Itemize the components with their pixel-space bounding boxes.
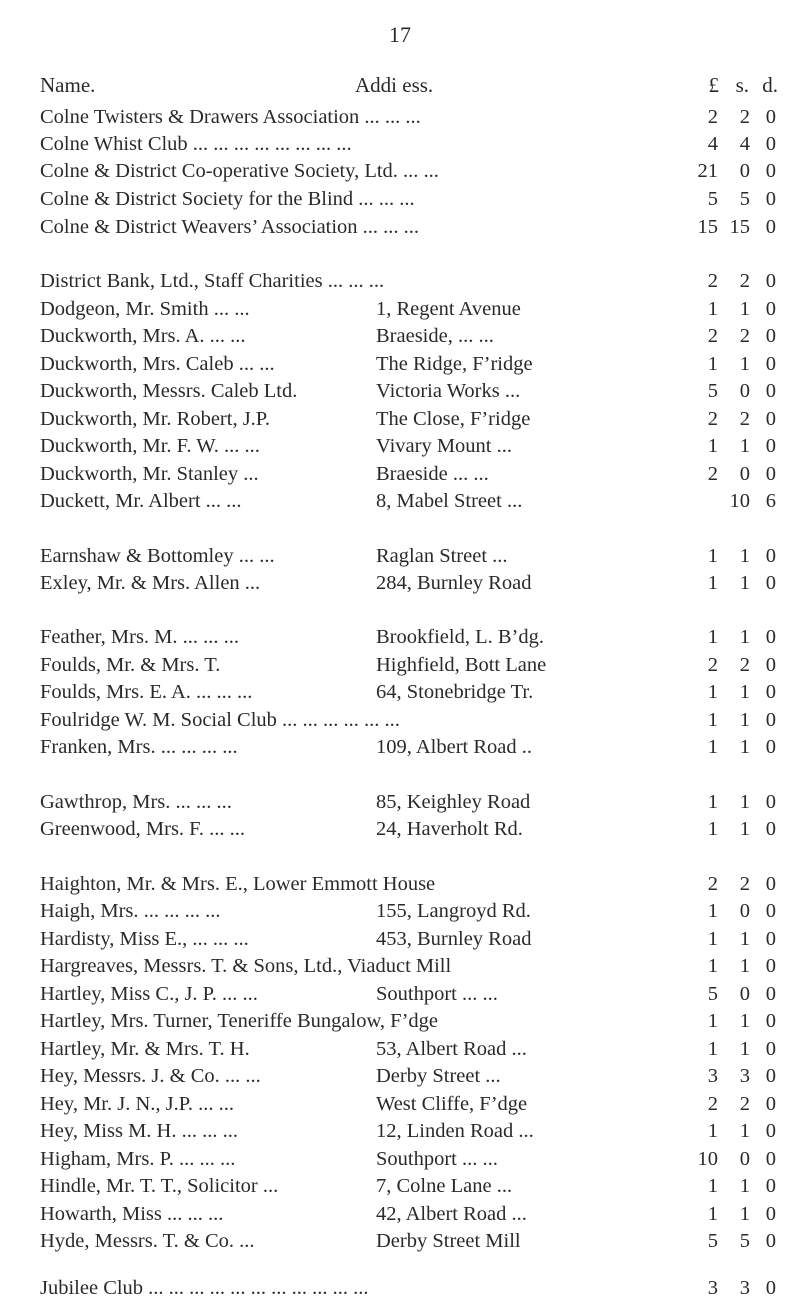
amount-pounds: 1 [707, 818, 718, 840]
amount-pence: 0 [765, 1038, 776, 1060]
amount-shillings: 0 [739, 1148, 750, 1170]
list-item [0, 432, 800, 460]
amount-pence: 0 [765, 1203, 776, 1225]
amount-pounds: 2 [707, 873, 718, 895]
amount-shillings: 1 [739, 626, 750, 648]
amount-shillings: 1 [739, 818, 750, 840]
subscriber-address: Vivary Mount ... [376, 435, 512, 457]
amount-shillings: 2 [739, 654, 750, 676]
amount-pounds: 1 [707, 545, 718, 567]
amount-pounds: 1 [707, 572, 718, 594]
amount-pounds: 2 [707, 408, 718, 430]
amount-shillings: 1 [739, 435, 750, 457]
amount-pence: 0 [765, 298, 776, 320]
amount-shillings: 3 [739, 1277, 750, 1299]
list-item [0, 405, 800, 433]
list-item [0, 377, 800, 405]
list-item [0, 542, 800, 570]
amount-pence: 0 [765, 133, 776, 155]
amount-shillings: 1 [739, 681, 750, 703]
amount-pounds: 5 [707, 983, 718, 1005]
list-item [0, 651, 800, 679]
amount-pence: 0 [765, 1065, 776, 1087]
list-item [0, 1090, 800, 1118]
subscriber-address: 453, Burnley Road [376, 928, 532, 950]
list-item [0, 733, 800, 761]
amount-pence: 0 [765, 1120, 776, 1142]
amount-pounds: 1 [707, 298, 718, 320]
subscriber-address: 64, Stonebridge Tr. [376, 681, 534, 703]
list-item [0, 1172, 800, 1200]
amount-shillings: 1 [739, 298, 750, 320]
amount-pounds: 5 [707, 380, 718, 402]
subscriber-name: Colne & District Society for the Blind ... ... ... [40, 188, 415, 210]
subscriber-address: Highfield, Bott Lane [376, 654, 547, 676]
amount-pounds: 1 [707, 353, 718, 375]
subscriber-address: Southport ... ... [376, 1148, 498, 1170]
subscriber-address: Southport ... ... [376, 983, 498, 1005]
subscriber-address: 53, Albert Road ... [376, 1038, 527, 1060]
amount-shillings: 1 [739, 791, 750, 813]
amount-shillings: 0 [739, 380, 750, 402]
subscriber-address: Brookfield, L. B’dg. [376, 626, 544, 648]
amount-pence: 6 [765, 490, 776, 512]
amount-pence: 0 [765, 626, 776, 648]
amount-pence: 0 [765, 463, 776, 485]
list-item [0, 952, 800, 980]
subscriber-name: Colne Twisters & Drawers Association ... ... ... [40, 106, 421, 128]
subscriber-name: Hindle, Mr. T. T., Solicitor ... [40, 1175, 279, 1197]
header-shillings: s. [735, 73, 749, 97]
subscriber-address: Victoria Works ... [376, 380, 521, 402]
subscriber-name: Hey, Miss M. H. ... ... ... [40, 1120, 238, 1142]
amount-shillings: 2 [739, 1093, 750, 1115]
amount-shillings: 2 [739, 873, 750, 895]
amount-shillings: 0 [739, 463, 750, 485]
subscriber-address: Braeside ... ... [376, 463, 489, 485]
subscriber-name: Earnshaw & Bottomley ... ... [40, 545, 275, 567]
subscriber-address: 284, Burnley Road [376, 572, 532, 594]
subscriber-name: Jubilee Club ... ... ... ... ... ... ... ... ... ... ... [40, 1277, 369, 1299]
subscriber-name: Hartley, Miss C., J. P. ... ... [40, 983, 258, 1005]
subscriber-name: Foulridge W. M. Social Club ... ... ... ... ... ... [40, 709, 400, 731]
amount-shillings: 1 [739, 736, 750, 758]
subscriber-address: Raglan Street ... [376, 545, 508, 567]
subscriber-address: 12, Linden Road ... [376, 1120, 534, 1142]
list-item [0, 706, 800, 734]
header-pence: d. [762, 73, 778, 97]
list-item [0, 185, 800, 213]
subscriber-name: Feather, Mrs. M. ... ... ... [40, 626, 240, 648]
amount-pounds: 3 [707, 1277, 718, 1299]
amount-shillings: 1 [739, 545, 750, 567]
subscriber-name: Colne & District Co-operative Society, Ltd. ... ... [40, 160, 439, 182]
amount-shillings: 10 [729, 490, 750, 512]
amount-pence: 0 [765, 1230, 776, 1252]
amount-pence: 0 [765, 545, 776, 567]
subscriber-name: Foulds, Mrs. E. A. ... ... ... [40, 681, 253, 703]
amount-pence: 0 [765, 1093, 776, 1115]
list-item [0, 487, 800, 515]
subscriber-name: Foulds, Mr. & Mrs. T. [40, 654, 221, 676]
amount-pounds: 1 [707, 435, 718, 457]
subscriber-name: Colne Whist Club ... ... ... ... ... ... ... ... [40, 133, 352, 155]
subscriber-name: Duckworth, Mr. Stanley ... [40, 463, 259, 485]
amount-pounds: 2 [707, 654, 718, 676]
amount-pence: 0 [765, 160, 776, 182]
amount-shillings: 1 [739, 1038, 750, 1060]
subscriber-name: District Bank, Ltd., Staff Charities ... ... ... [40, 270, 385, 292]
subscriber-name: Haighton, Mr. & Mrs. E., Lower Emmott House [40, 873, 436, 895]
header-address: Addi ess. [355, 73, 434, 97]
column-header [0, 73, 800, 101]
amount-pounds: 15 [697, 216, 718, 238]
subscriber-name: Hartley, Mr. & Mrs. T. H. [40, 1038, 250, 1060]
amount-pence: 0 [765, 408, 776, 430]
list-item [0, 1007, 800, 1035]
amount-pence: 0 [765, 709, 776, 731]
amount-shillings: 5 [739, 1230, 750, 1252]
amount-shillings: 3 [739, 1065, 750, 1087]
amount-pounds: 1 [707, 1120, 718, 1142]
subscriber-address: 109, Albert Road .. [376, 736, 533, 758]
subscriber-address: 85, Keighley Road [376, 791, 531, 813]
amount-shillings: 2 [739, 325, 750, 347]
amount-pence: 0 [765, 681, 776, 703]
amount-pence: 0 [765, 900, 776, 922]
subscriber-name: Dodgeon, Mr. Smith ... ... [40, 298, 250, 320]
amount-shillings: 1 [739, 353, 750, 375]
amount-pounds: 1 [707, 928, 718, 950]
amount-pence: 0 [765, 325, 776, 347]
subscriber-name: Higham, Mrs. P. ... ... ... [40, 1148, 236, 1170]
amount-pence: 0 [765, 736, 776, 758]
amount-shillings: 1 [739, 955, 750, 977]
amount-shillings: 0 [739, 900, 750, 922]
amount-pounds: 1 [707, 1038, 718, 1060]
list-item [0, 980, 800, 1008]
amount-pounds: 1 [707, 900, 718, 922]
list-item [0, 350, 800, 378]
amount-pounds: 1 [707, 681, 718, 703]
list-item [0, 1062, 800, 1090]
amount-shillings: 5 [739, 188, 750, 210]
amount-pounds: 5 [707, 1230, 718, 1252]
subscriber-name: Hargreaves, Messrs. T. & Sons, Ltd., Viaduct Mill [40, 955, 452, 977]
amount-shillings: 2 [739, 106, 750, 128]
amount-pence: 0 [765, 1148, 776, 1170]
header-name: Name. [40, 73, 96, 97]
subscriber-address: The Ridge, F’ridge [376, 353, 533, 375]
header-pounds: £ [708, 73, 719, 97]
list-item [0, 678, 800, 706]
list-item [0, 460, 800, 488]
subscriber-address: 155, Langroyd Rd. [376, 900, 531, 922]
amount-shillings: 1 [739, 1203, 750, 1225]
amount-shillings: 2 [739, 270, 750, 292]
subscriber-address: 8, Mabel Street ... [376, 490, 523, 512]
list-item [0, 1227, 800, 1255]
list-item [0, 157, 800, 185]
subscriber-name: Hardisty, Miss E., ... ... ... [40, 928, 249, 950]
amount-pounds: 1 [707, 626, 718, 648]
subscriber-name: Duckworth, Messrs. Caleb Ltd. [40, 380, 298, 402]
subscriber-name: Haigh, Mrs. ... ... ... ... [40, 900, 221, 922]
subscriber-address: The Close, F’ridge [376, 408, 531, 430]
subscriber-address: Derby Street Mill [376, 1230, 521, 1252]
subscriber-name: Duckworth, Mr. F. W. ... ... [40, 435, 260, 457]
amount-pence: 0 [765, 1277, 776, 1299]
subscriber-name: Duckett, Mr. Albert ... ... [40, 490, 242, 512]
list-item [0, 267, 800, 295]
amount-pence: 0 [765, 955, 776, 977]
subscriber-address: 24, Haverholt Rd. [376, 818, 523, 840]
amount-shillings: 1 [739, 1120, 750, 1142]
list-item [0, 1274, 800, 1302]
subscriber-name: Duckworth, Mrs. A. ... ... [40, 325, 246, 347]
amount-shillings: 1 [739, 1175, 750, 1197]
page-number: 17 [389, 22, 411, 47]
list-item [0, 569, 800, 597]
amount-shillings: 2 [739, 408, 750, 430]
list-item [0, 788, 800, 816]
subscriber-name: Exley, Mr. & Mrs. Allen ... [40, 572, 261, 594]
subscriber-address: Derby Street ... [376, 1065, 501, 1087]
amount-pounds: 1 [707, 791, 718, 813]
list-item [0, 897, 800, 925]
subscriber-address: 7, Colne Lane ... [376, 1175, 513, 1197]
amount-pounds: 1 [707, 1203, 718, 1225]
list-item [0, 815, 800, 843]
subscriber-name: Hartley, Mrs. Turner, Teneriffe Bungalow, F’dge [40, 1010, 438, 1032]
amount-pence: 0 [765, 380, 776, 402]
amount-pence: 0 [765, 216, 776, 238]
subscriber-name: Howarth, Miss ... ... ... [40, 1203, 224, 1225]
list-item [0, 130, 800, 158]
amount-pounds: 1 [707, 955, 718, 977]
list-item [0, 213, 800, 241]
list-item [0, 1200, 800, 1228]
subscriber-address: 1, Regent Avenue [376, 298, 521, 320]
amount-pence: 0 [765, 435, 776, 457]
amount-pence: 0 [765, 928, 776, 950]
amount-pounds: 2 [707, 325, 718, 347]
amount-shillings: 0 [739, 983, 750, 1005]
subscriber-name: Hey, Mr. J. N., J.P. ... ... [40, 1093, 235, 1115]
subscriber-name: Duckworth, Mrs. Caleb ... ... [40, 353, 275, 375]
amount-shillings: 1 [739, 928, 750, 950]
amount-pence: 0 [765, 572, 776, 594]
amount-pounds: 5 [707, 188, 718, 210]
amount-pence: 0 [765, 353, 776, 375]
amount-pence: 0 [765, 270, 776, 292]
amount-pence: 0 [765, 654, 776, 676]
amount-pence: 0 [765, 188, 776, 210]
amount-pence: 0 [765, 818, 776, 840]
amount-pence: 0 [765, 873, 776, 895]
amount-pounds: 2 [707, 270, 718, 292]
list-item [0, 870, 800, 898]
list-item [0, 322, 800, 350]
amount-pounds: 2 [707, 463, 718, 485]
amount-pounds: 1 [707, 1010, 718, 1032]
amount-pence: 0 [765, 1010, 776, 1032]
amount-shillings: 1 [739, 572, 750, 594]
list-item [0, 925, 800, 953]
list-item [0, 623, 800, 651]
amount-pounds: 2 [707, 106, 718, 128]
subscriber-name: Franken, Mrs. ... ... ... ... [40, 736, 238, 758]
subscriber-name: Colne & District Weavers’ Association ... ... ... [40, 216, 420, 238]
amount-pounds: 4 [707, 133, 718, 155]
amount-shillings: 15 [729, 216, 750, 238]
subscriber-name: Duckworth, Mr. Robert, J.P. [40, 408, 271, 430]
subscriber-name: Hey, Messrs. J. & Co. ... ... [40, 1065, 261, 1087]
amount-pounds: 21 [697, 160, 718, 182]
list-item [0, 1035, 800, 1063]
amount-pence: 0 [765, 983, 776, 1005]
amount-shillings: 0 [739, 160, 750, 182]
amount-pounds: 1 [707, 1175, 718, 1197]
list-item [0, 1117, 800, 1145]
subscriber-name: Greenwood, Mrs. F. ... ... [40, 818, 246, 840]
amount-pence: 0 [765, 791, 776, 813]
amount-pounds: 10 [697, 1148, 718, 1170]
list-item [0, 295, 800, 323]
list-item [0, 1145, 800, 1173]
subscriber-name: Gawthrop, Mrs. ... ... ... [40, 791, 232, 813]
subscriber-address: West Cliffe, F’dge [376, 1093, 528, 1115]
subscriber-name: Hyde, Messrs. T. & Co. ... [40, 1230, 255, 1252]
amount-pence: 0 [765, 1175, 776, 1197]
amount-shillings: 1 [739, 709, 750, 731]
amount-pounds: 3 [707, 1065, 718, 1087]
amount-pounds: 2 [707, 1093, 718, 1115]
amount-shillings: 1 [739, 1010, 750, 1032]
list-item [0, 103, 800, 131]
amount-pounds: 1 [707, 709, 718, 731]
amount-pounds: 1 [707, 736, 718, 758]
subscriber-address: Braeside, ... ... [376, 325, 494, 347]
amount-pence: 0 [765, 106, 776, 128]
amount-shillings: 4 [739, 133, 750, 155]
subscriber-address: 42, Albert Road ... [376, 1203, 527, 1225]
